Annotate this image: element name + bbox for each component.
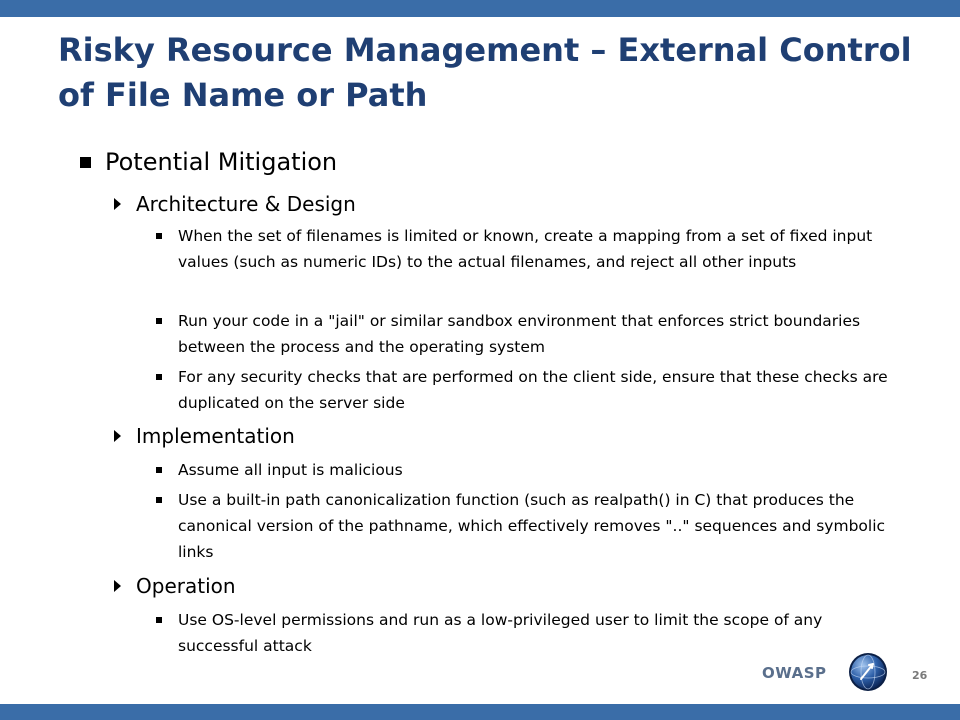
list-item-text: For any security checks that are performed on the client side, ensure that these checks are duplicated on the server side: [178, 368, 888, 412]
page-number: 26: [912, 669, 928, 682]
triangle-bullet-icon: [114, 580, 121, 592]
list-item-text: Assume all input is malicious: [178, 461, 403, 479]
bullet-text: Potential Mitigation: [105, 148, 338, 176]
list-item-text: When the set of filenames is limited or known, create a mapping from a set of fixed input values (such as numeric IDs) to the actual filenames, and reject all other inputs: [178, 227, 873, 271]
list-item-text: Use OS-level permissions and run as a low-privileged user to limit the scope of any successful attack: [178, 611, 823, 655]
small-square-bullet-icon: [156, 318, 162, 324]
section-heading: Architecture & Design: [136, 192, 356, 216]
small-square-bullet-icon: [156, 233, 162, 239]
bottom-accent-bar: [0, 704, 960, 720]
top-accent-bar: [0, 0, 960, 17]
square-bullet-icon: [80, 157, 91, 168]
owasp-globe-logo-icon: [848, 652, 888, 692]
triangle-bullet-icon: [114, 430, 121, 442]
list-item-text: Use a built-in path canonicalization function (such as realpath() in C) that produces the canonical version of the pathname, which effectively removes ".." sequences and symbolic links: [178, 491, 886, 561]
small-square-bullet-icon: [156, 497, 162, 503]
small-square-bullet-icon: [156, 617, 162, 623]
small-square-bullet-icon: [156, 467, 162, 473]
small-square-bullet-icon: [156, 374, 162, 380]
triangle-bullet-icon: [114, 198, 121, 210]
list-item-text: Run your code in a "jail" or similar sandbox environment that enforces strict boundaries between the process and the operating system: [178, 312, 861, 356]
owasp-brand-text: OWASP: [762, 664, 827, 682]
section-heading: Operation: [136, 574, 236, 598]
slide-title: Risky Resource Management – External Control of File Name or Path: [58, 31, 912, 114]
section-heading: Implementation: [136, 424, 295, 448]
